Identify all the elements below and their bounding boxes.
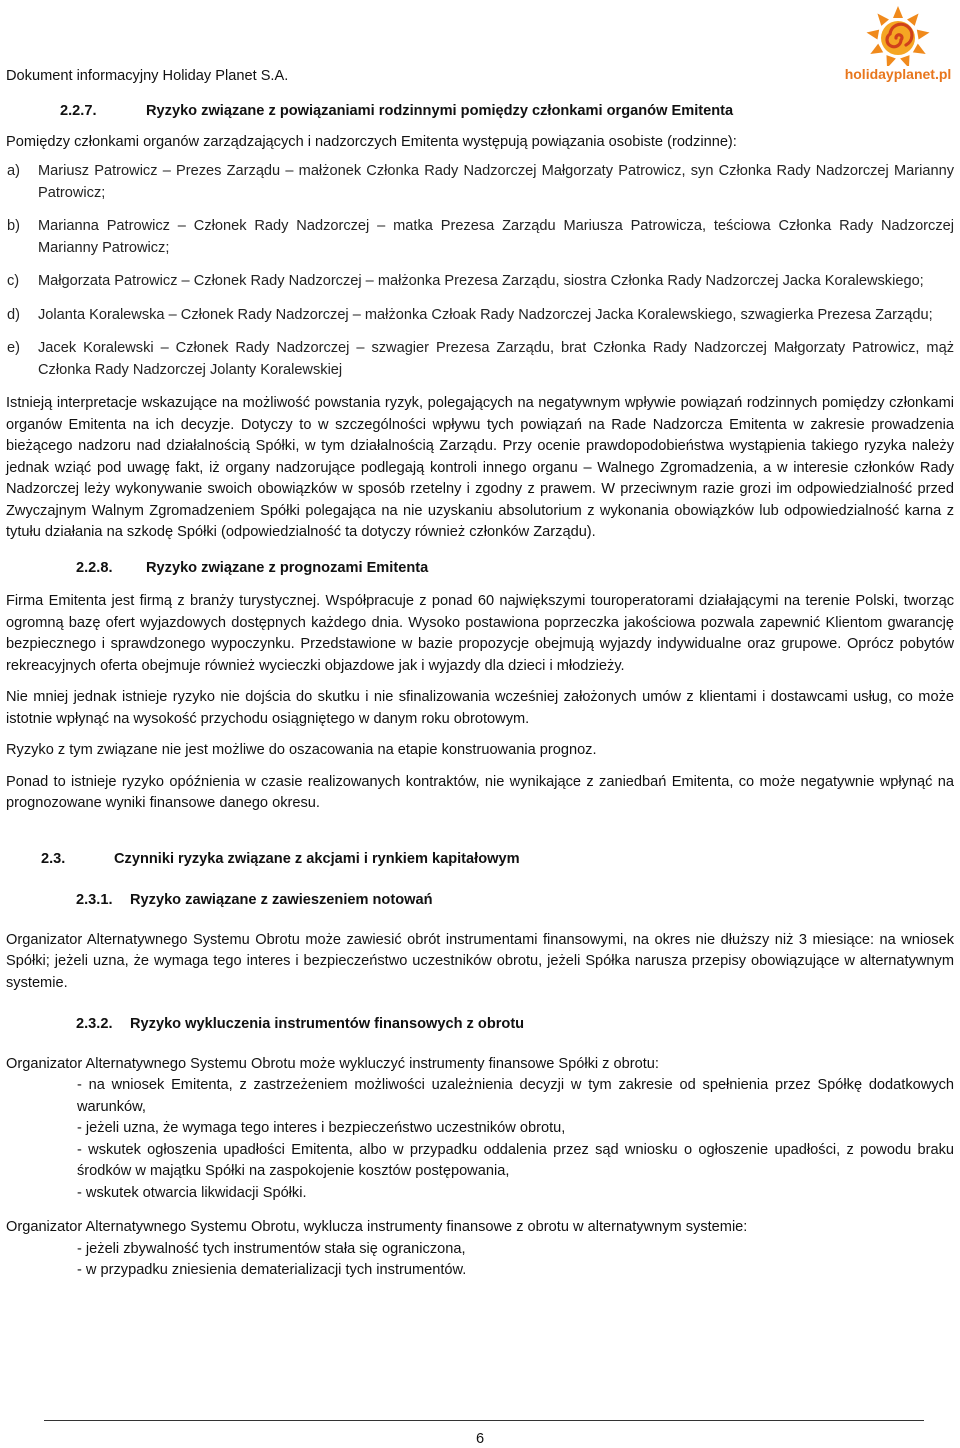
section-number: 2.3.	[41, 850, 66, 867]
mandatory-exclusion-list	[6, 1239, 954, 1282]
paragraph: Nie mniej jednak istnieje ryzyko nie dojścia do skutku i nie sfinalizowania wcześniej założonych umów z klientami i dostawcami usług, co może istotnie wpłynąć na wysokość przychodu osiągniętego w danym roku obrotowym.	[6, 689, 954, 727]
section-title: Czynniki ryzyka związane z akcjami i rynkiem kapitałowym	[114, 850, 520, 867]
list-item: - na wniosek Emitenta, z zastrzeżeniem możliwości uzależnienia decyzji w tym zakresie od spełnienia przez Spółkę dodatkowych warunków,	[77, 1077, 954, 1115]
section-2-3-heading	[6, 849, 954, 871]
list-item: - wskutek ogłoszenia upadłości Emitenta, albo w przypadku oddalenia przez sąd wniosku o ogłoszenie upadłości, z powodu braku środków w majątku Spółki na zaspokojenie kosztów postępowania,	[77, 1141, 954, 1179]
relations-list	[6, 161, 954, 381]
section-2-2-8-heading	[6, 558, 954, 580]
list-item: b) Marianna Patrowicz – Członek Rady Nadzorczej – matka Prezesa Zarządu Mariusza Patrowicza, teściowa Członka Rady Nadzorczej Marianny Patrowicz;	[7, 218, 954, 256]
paragraph: Organizator Alternatywnego Systemu Obrotu, wyklucza instrumenty finansowe z obrotu w alternatywnym systemie:	[6, 1219, 748, 1235]
paragraph: Organizator Alternatywnego Systemu Obrotu może zawiesić obrót instrumentami finansowymi, na okres nie dłuższy niż 3 miesiące: na wniosek Spółki; jeżeli uzna, że wymaga tego interes i bezpieczeństwo uczestników obrotu, jeżeli Spółka narusza przepisy obowiązujące w alternatywnym systemie.	[6, 931, 954, 991]
list-item: - jeżeli uzna, że wymaga tego interes i bezpieczeństwo uczestników obrotu,	[77, 1120, 566, 1136]
paragraph: Ponad to istnieje ryzyko opóźnienia w czasie realizowanych kontraktów, nie wynikające z zaniedbań Emitenta, co może negatywnie wpłynąć na prognozowane wyniki finansowe danego okresu.	[6, 773, 954, 811]
list-item: - w przypadku zniesienia dematerializacji tych instrumentów.	[77, 1262, 467, 1278]
paragraph: Organizator Alternatywnego Systemu Obrotu może wykluczyć instrumenty finansowe Spółki z obrotu:	[6, 1055, 659, 1072]
page-number: 6	[475, 1431, 485, 1447]
list-item: - jeżeli zbywalność tych instrumentów stała się ograniczona,	[77, 1240, 466, 1257]
list-item: e) Jacek Koralewski – Członek Rady Nadzorczej – szwagier Prezesa Zarządu, brat Członka Rady Nadzorczej Małgorzaty Patrowicz, mąż Członka Rady Nadzorczej Jolanty Koralewskiej	[7, 340, 954, 378]
document-body	[6, 101, 954, 1295]
logo-text: holidayplanet.pl	[844, 66, 952, 82]
list-item: a) Mariusz Patrowicz – Prezes Zarządu – małżonek Członka Rady Nadzorczej Małgorzaty Patrowicz, syn Członka Rady Nadzorczej Marianny Patrowicz;	[7, 163, 954, 201]
section-number: 2.3.1.	[76, 892, 113, 908]
holidayplanet-logo	[842, 4, 954, 84]
section-2-3-1-heading	[6, 890, 954, 912]
exclusion-list	[6, 1075, 954, 1204]
section-2-2-7-heading	[6, 101, 954, 123]
section-number: 2.3.2.	[76, 1016, 113, 1032]
relations-intro: Pomiędzy członkami organów zarządzających i nadzorczych Emitenta występują powiązania osobiste (rodzinne):	[6, 133, 737, 150]
section-title: Ryzyko związane z prognozami Emitenta	[146, 559, 429, 576]
section-title: Ryzyko wykluczenia instrumentów finansowych z obrotu	[130, 1016, 525, 1032]
section-2-3-2-heading	[6, 1014, 954, 1036]
relations-risk-paragraph: Istnieją interpretacje wskazujące na możliwość powstania ryzyk, polegających na negatywnym wpływie powiązań rodzinnych pomiędzy członkami organów Emitenta na ich decyzje. Dotyczy to w szczególności wpływu tych powiązań na Rade Nadzorcza Emitenta w zakresie prowadzenia bieżącego nadzoru nad działalnością Spółki, w tym działalnością Zarządu. Przy ocenie prawdopodobieństwa wystąpienia takiego ryzyka należy jednak wziąć pod uwagę fakt, iż organy nadzorujące podlegają kontroli innego organu – Walnego Zgromadzenia, a w interesie członków Rady Nadzorczej leży wykonywanie swoich obowiązków w sposób rzetelny i zgodny z prawem. W przeciwnym razie grozi im odpowiedzialność przed Zwyczajnym Walnym Zgromadzeniem Spółki polegająca na nie uzyskaniu absolutorium z wykonania obowiązków lub odpowiedzialność karna z tytułu działania na szkodę Spółki (odpowiedzialność ta dotyczy również członków Zarządu).	[6, 395, 954, 540]
document-header-title: Dokument informacyjny Holiday Planet S.A.	[6, 68, 289, 84]
list-item: d) Jolanta Koralewska – Członek Rady Nadzorczej – małżonka Człoak Rady Nadzorczej Jacka Koralewskiego, szwagierka Prezesa Zarządu;	[7, 306, 933, 323]
section-title: Ryzyko związane z powiązaniami rodzinnymi pomiędzy członkami organów Emitenta	[146, 103, 734, 119]
sun-spiral-logo-icon	[842, 4, 954, 66]
section-number: 2.2.7.	[60, 103, 97, 119]
section-number: 2.2.8.	[76, 559, 113, 576]
footer-divider	[44, 1420, 924, 1421]
paragraph: Firma Emitenta jest firmą z branży turystycznej. Współpracuje z ponad 60 największymi touroperatorami działającymi na terenie Polski, tworząc ogromną bazę ofert wyjazdowych dostępnych każdego dnia. Wysoko postawiona poprzeczka jakościowa pozwala zapewnić Klientom gwarancję bezpiecznego i sprawdzonego wypoczynku. Przedstawione w bazie propozycje obejmują wyjazdy indywidualne oraz grupowe. Oprócz pobytów rekreacyjnych oferta obejmuje również wycieczki objazdowe jak i wyjazdy dla dzieci i młodzieży.	[6, 593, 954, 674]
list-item: c) Małgorzata Patrowicz – Członek Rady Nadzorczej – małżonka Prezesa Zarządu, siostra Członka Rady Nadzorczej Jacka Koralewskiego;	[7, 273, 924, 289]
list-item: - wskutek otwarcia likwidacji Spółki.	[77, 1184, 307, 1201]
paragraph: Ryzyko z tym związane nie jest możliwe do oszacowania na etapie konstruowania prognoz.	[6, 742, 597, 758]
section-title: Ryzyko zawiązane z zawieszeniem notowań	[130, 892, 433, 908]
